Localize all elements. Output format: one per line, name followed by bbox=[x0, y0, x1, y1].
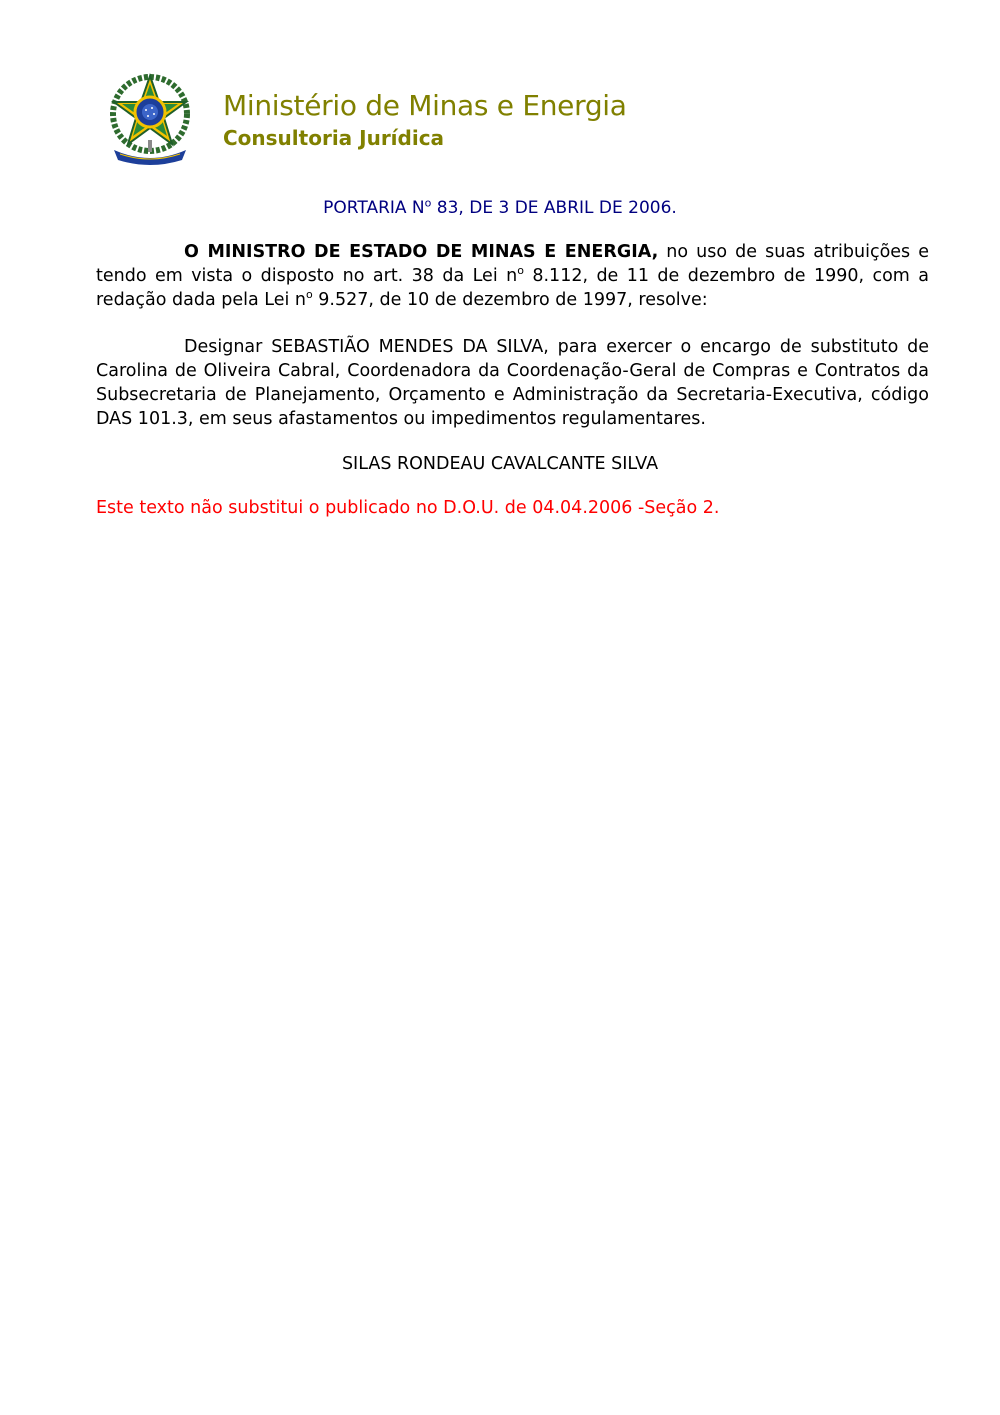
portaria-title bbox=[0, 196, 1000, 220]
preamble-sup-a: o bbox=[517, 264, 524, 278]
designation-text: Designar SEBASTIÃO MENDES DA SILVA, para exercer o encargo de substituto de Carolina de Oliveira Cabral, Coordenadora da Coordenação-Geral de Compras e Contratos da Subsecretaria de Planejamento, Orçamento e Administração da Secretaria-Executiva, código DAS 101.3, em seus afastamentos ou impedimentos regulamentares. bbox=[96, 337, 929, 429]
preamble-text-a: no uso de suas atribuições e tendo em vista o disposto no art. 38 da Lei n bbox=[96, 242, 930, 286]
preamble-text-b: 8.112, de 11 de dezembro de 1990, com a redação dada pela Lei n bbox=[96, 266, 929, 310]
ministry-name: Ministério de Minas e Energia bbox=[223, 89, 627, 122]
preamble-text-c: 9.527, de 10 de dezembro de 1997, resolve: bbox=[312, 290, 708, 310]
brazil-coat-of-arms-icon bbox=[110, 70, 190, 168]
portaria-title-suffix: 83, DE 3 DE ABRIL DE 2006. bbox=[431, 198, 677, 218]
designation-paragraph bbox=[96, 335, 929, 431]
preamble-paragraph bbox=[96, 240, 929, 312]
minister-heading: O MINISTRO DE ESTADO DE MINAS E ENERGIA, bbox=[184, 242, 659, 262]
signature: SILAS RONDEAU CAVALCANTE SILVA bbox=[341, 454, 659, 474]
preamble-sup-b: o bbox=[306, 288, 313, 302]
dou-notice: Este texto não substitui o publicado no D.O.U. de 04.04.2006 -Seção 2. bbox=[96, 498, 720, 518]
header bbox=[223, 88, 627, 152]
department-name: Consultoria Jurídica bbox=[223, 126, 445, 150]
portaria-title-prefix: PORTARIA N bbox=[323, 198, 425, 218]
portaria-title-sup: o bbox=[424, 196, 432, 210]
